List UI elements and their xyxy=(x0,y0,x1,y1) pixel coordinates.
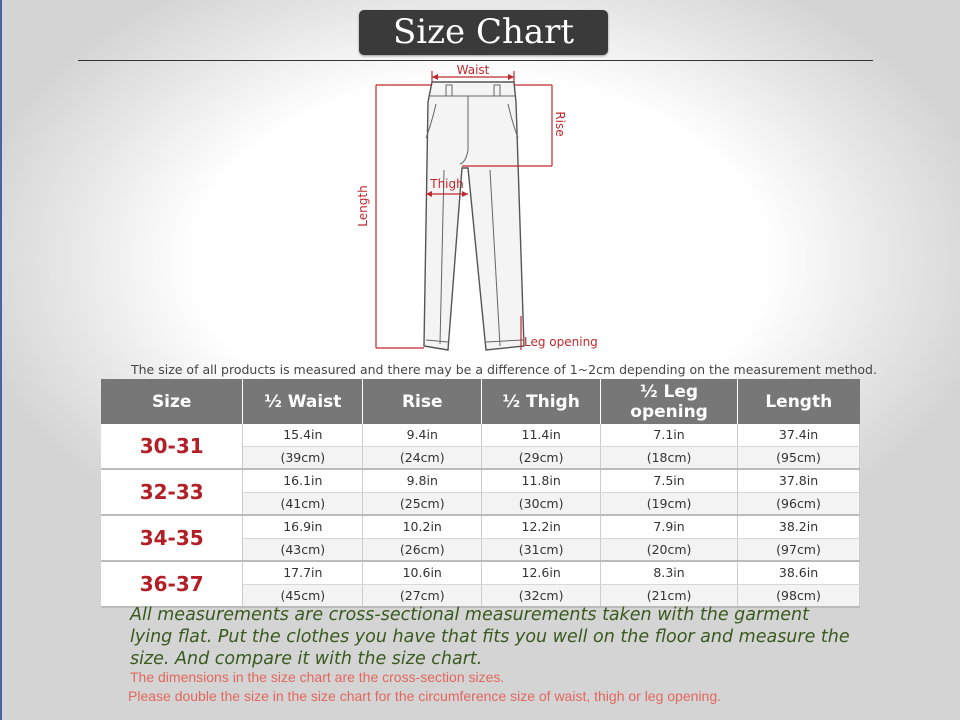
header-half-thigh: ½ Thigh xyxy=(482,379,601,424)
measurement-explanation: All measurements are cross-sectional measurements taken with the garment lying flat. Put the clothes you have that fits you well on the floor and measure the size. And compare it with the size chart. xyxy=(130,605,850,669)
table-cell: 12.2in xyxy=(482,515,601,538)
page-title: Size Chart xyxy=(359,10,608,55)
size-label: 36-37 xyxy=(101,561,243,607)
table-cell: (31cm) xyxy=(482,538,601,561)
table-cell: 7.5in xyxy=(601,469,738,492)
table-cell: (43cm) xyxy=(243,538,363,561)
table-cell: (29cm) xyxy=(482,446,601,469)
thigh-label: Thigh xyxy=(430,177,464,191)
header-half-leg-opening: ½ Leg opening xyxy=(601,379,738,424)
table-cell: (39cm) xyxy=(243,446,363,469)
table-cell: 16.1in xyxy=(243,469,363,492)
header-rise: Rise xyxy=(363,379,482,424)
table-cell: 10.2in xyxy=(363,515,482,538)
table-cell: 37.8in xyxy=(738,469,860,492)
table-cell: (96cm) xyxy=(738,492,860,515)
table-cell: 15.4in xyxy=(243,424,363,446)
rise-label: Rise xyxy=(553,111,567,137)
table-cell: (98cm) xyxy=(738,584,860,607)
table-row xyxy=(101,424,860,446)
waist-label: Waist xyxy=(456,63,490,77)
table-cell: (19cm) xyxy=(601,492,738,515)
footnote-cross-section: The dimensions in the size chart are the cross-section sizes. xyxy=(130,669,505,685)
pants-measurement-diagram xyxy=(340,58,620,360)
table-cell: (20cm) xyxy=(601,538,738,561)
size-label: 30-31 xyxy=(101,424,243,469)
table-cell: 9.8in xyxy=(363,469,482,492)
frame-edge xyxy=(0,0,2,720)
table-cell: (25cm) xyxy=(363,492,482,515)
table-header-row xyxy=(101,379,860,424)
table-cell: (24cm) xyxy=(363,446,482,469)
table-cell: (32cm) xyxy=(482,584,601,607)
table-cell: (97cm) xyxy=(738,538,860,561)
table-row xyxy=(101,469,860,492)
table-cell: 37.4in xyxy=(738,424,860,446)
table-row xyxy=(101,515,860,538)
table-cell: 7.1in xyxy=(601,424,738,446)
table-cell: 12.6in xyxy=(482,561,601,584)
footnote-circumference: Please double the size in the size chart for the circumference size of waist, thigh or leg opening. xyxy=(128,688,721,704)
pants-illustration xyxy=(424,82,524,350)
leg-opening-label: Leg opening xyxy=(524,335,598,349)
header-half-waist: ½ Waist xyxy=(243,379,363,424)
table-cell: (95cm) xyxy=(738,446,860,469)
length-label: Length xyxy=(356,185,370,227)
table-cell: 11.4in xyxy=(482,424,601,446)
table-cell: 17.7in xyxy=(243,561,363,584)
table-cell: (41cm) xyxy=(243,492,363,515)
table-cell: (30cm) xyxy=(482,492,601,515)
table-cell: 7.9in xyxy=(601,515,738,538)
table-cell: (45cm) xyxy=(243,584,363,607)
table-cell: 38.2in xyxy=(738,515,860,538)
size-label: 34-35 xyxy=(101,515,243,561)
size-label: 32-33 xyxy=(101,469,243,515)
table-cell: 8.3in xyxy=(601,561,738,584)
table-cell: (26cm) xyxy=(363,538,482,561)
size-table xyxy=(101,379,860,608)
table-cell: (18cm) xyxy=(601,446,738,469)
table-cell: 11.8in xyxy=(482,469,601,492)
table-cell: 16.9in xyxy=(243,515,363,538)
table-cell: (21cm) xyxy=(601,584,738,607)
table-cell: 10.6in xyxy=(363,561,482,584)
table-row xyxy=(101,561,860,584)
table-cell: 38.6in xyxy=(738,561,860,584)
header-size: Size xyxy=(101,379,243,424)
table-cell: 9.4in xyxy=(363,424,482,446)
table-cell: (27cm) xyxy=(363,584,482,607)
header-length: Length xyxy=(738,379,860,424)
measurement-note: The size of all products is measured and there may be a difference of 1~2cm depending on the measurement method. xyxy=(131,362,877,377)
